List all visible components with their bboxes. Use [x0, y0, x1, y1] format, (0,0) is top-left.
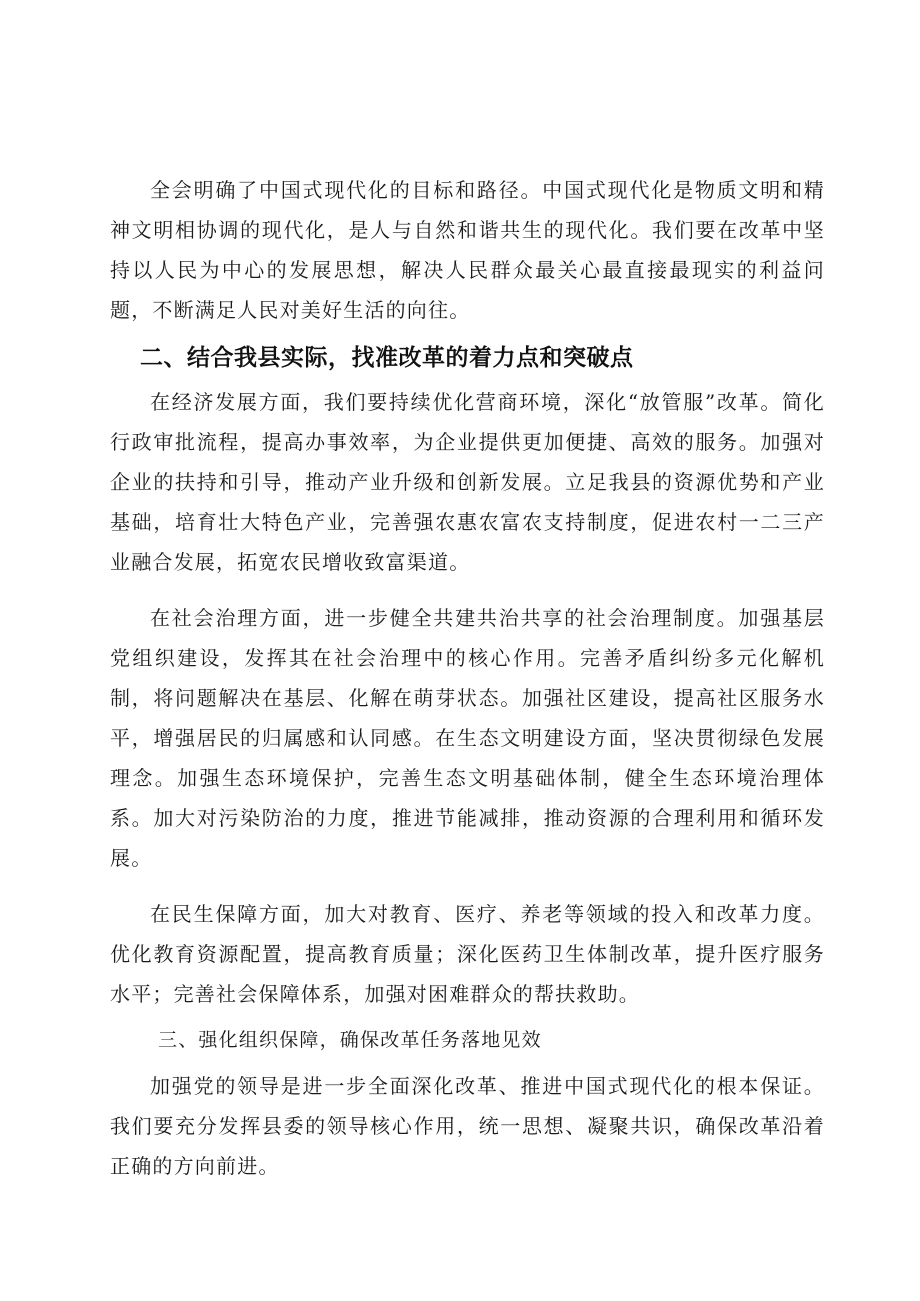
document-body — [110, 170, 825, 1186]
paragraph-social-governance: 在社会治理方面，进一步健全共建共治共享的社会治理制度。加强基层党组织建设，发挥其在社会治理中的核心作用。完善矛盾纠纷多元化解机制，将问题解决在基层、化解在萌芽状态。加强社区建设，提高社区服务水平，增强居民的归属感和认同感。在生态文明建设方面，坚决贯彻绿色发展理念。加强生态环境保护，完善生态文明基础体制，健全生态环境治理体系。加大对污染防治的力度，推进节能减排，推动资源的合理利用和循环发展。 — [110, 606, 825, 870]
paragraph-economic-development: 在经济发展方面，我们要持续优化营商环境，深化“放管服”改革。简化行政审批流程，提高办事效率，为企业提供更加便捷、高效的服务。加强对企业的扶持和引导，推动产业升级和创新发展。立足我县的资源优势和产业基础，培育壮大特色产业，完善强农惠农富农支持制度，促进农村一二三产业融合发展，拓宽农民增收致富渠道。 — [110, 390, 825, 574]
paragraph-party-leadership: 加强党的领导是进一步全面深化改革、推进中国式现代化的根本保证。我们要充分发挥县委的领导核心作用，统一思想、凝聚共识，确保改革沿着正确的方向前进。 — [110, 1074, 825, 1178]
paragraph-livelihood-security: 在民生保障方面，加大对教育、医疗、养老等领域的投入和改革力度。优化教育资源配置，提高教育质量；深化医药卫生体制改革，提升医疗服务水平；完善社会保障体系，加强对困难群众的帮扶救助。 — [110, 902, 825, 1006]
paragraph-modernization-goals: 全会明确了中国式现代化的目标和路径。中国式现代化是物质文明和精神文明相协调的现代化，是人与自然和谐共生的现代化。我们要在改革中坚持以人民为中心的发展思想，解决人民群众最关心最直接最现实的利益问题，不断满足人民对美好生活的向往。 — [110, 178, 825, 322]
section-heading-three: 三、强化组织保障，确保改革任务落地见效 — [158, 1029, 542, 1051]
section-heading-two: 二、结合我县实际，找准改革的着力点和突破点 — [140, 345, 634, 371]
